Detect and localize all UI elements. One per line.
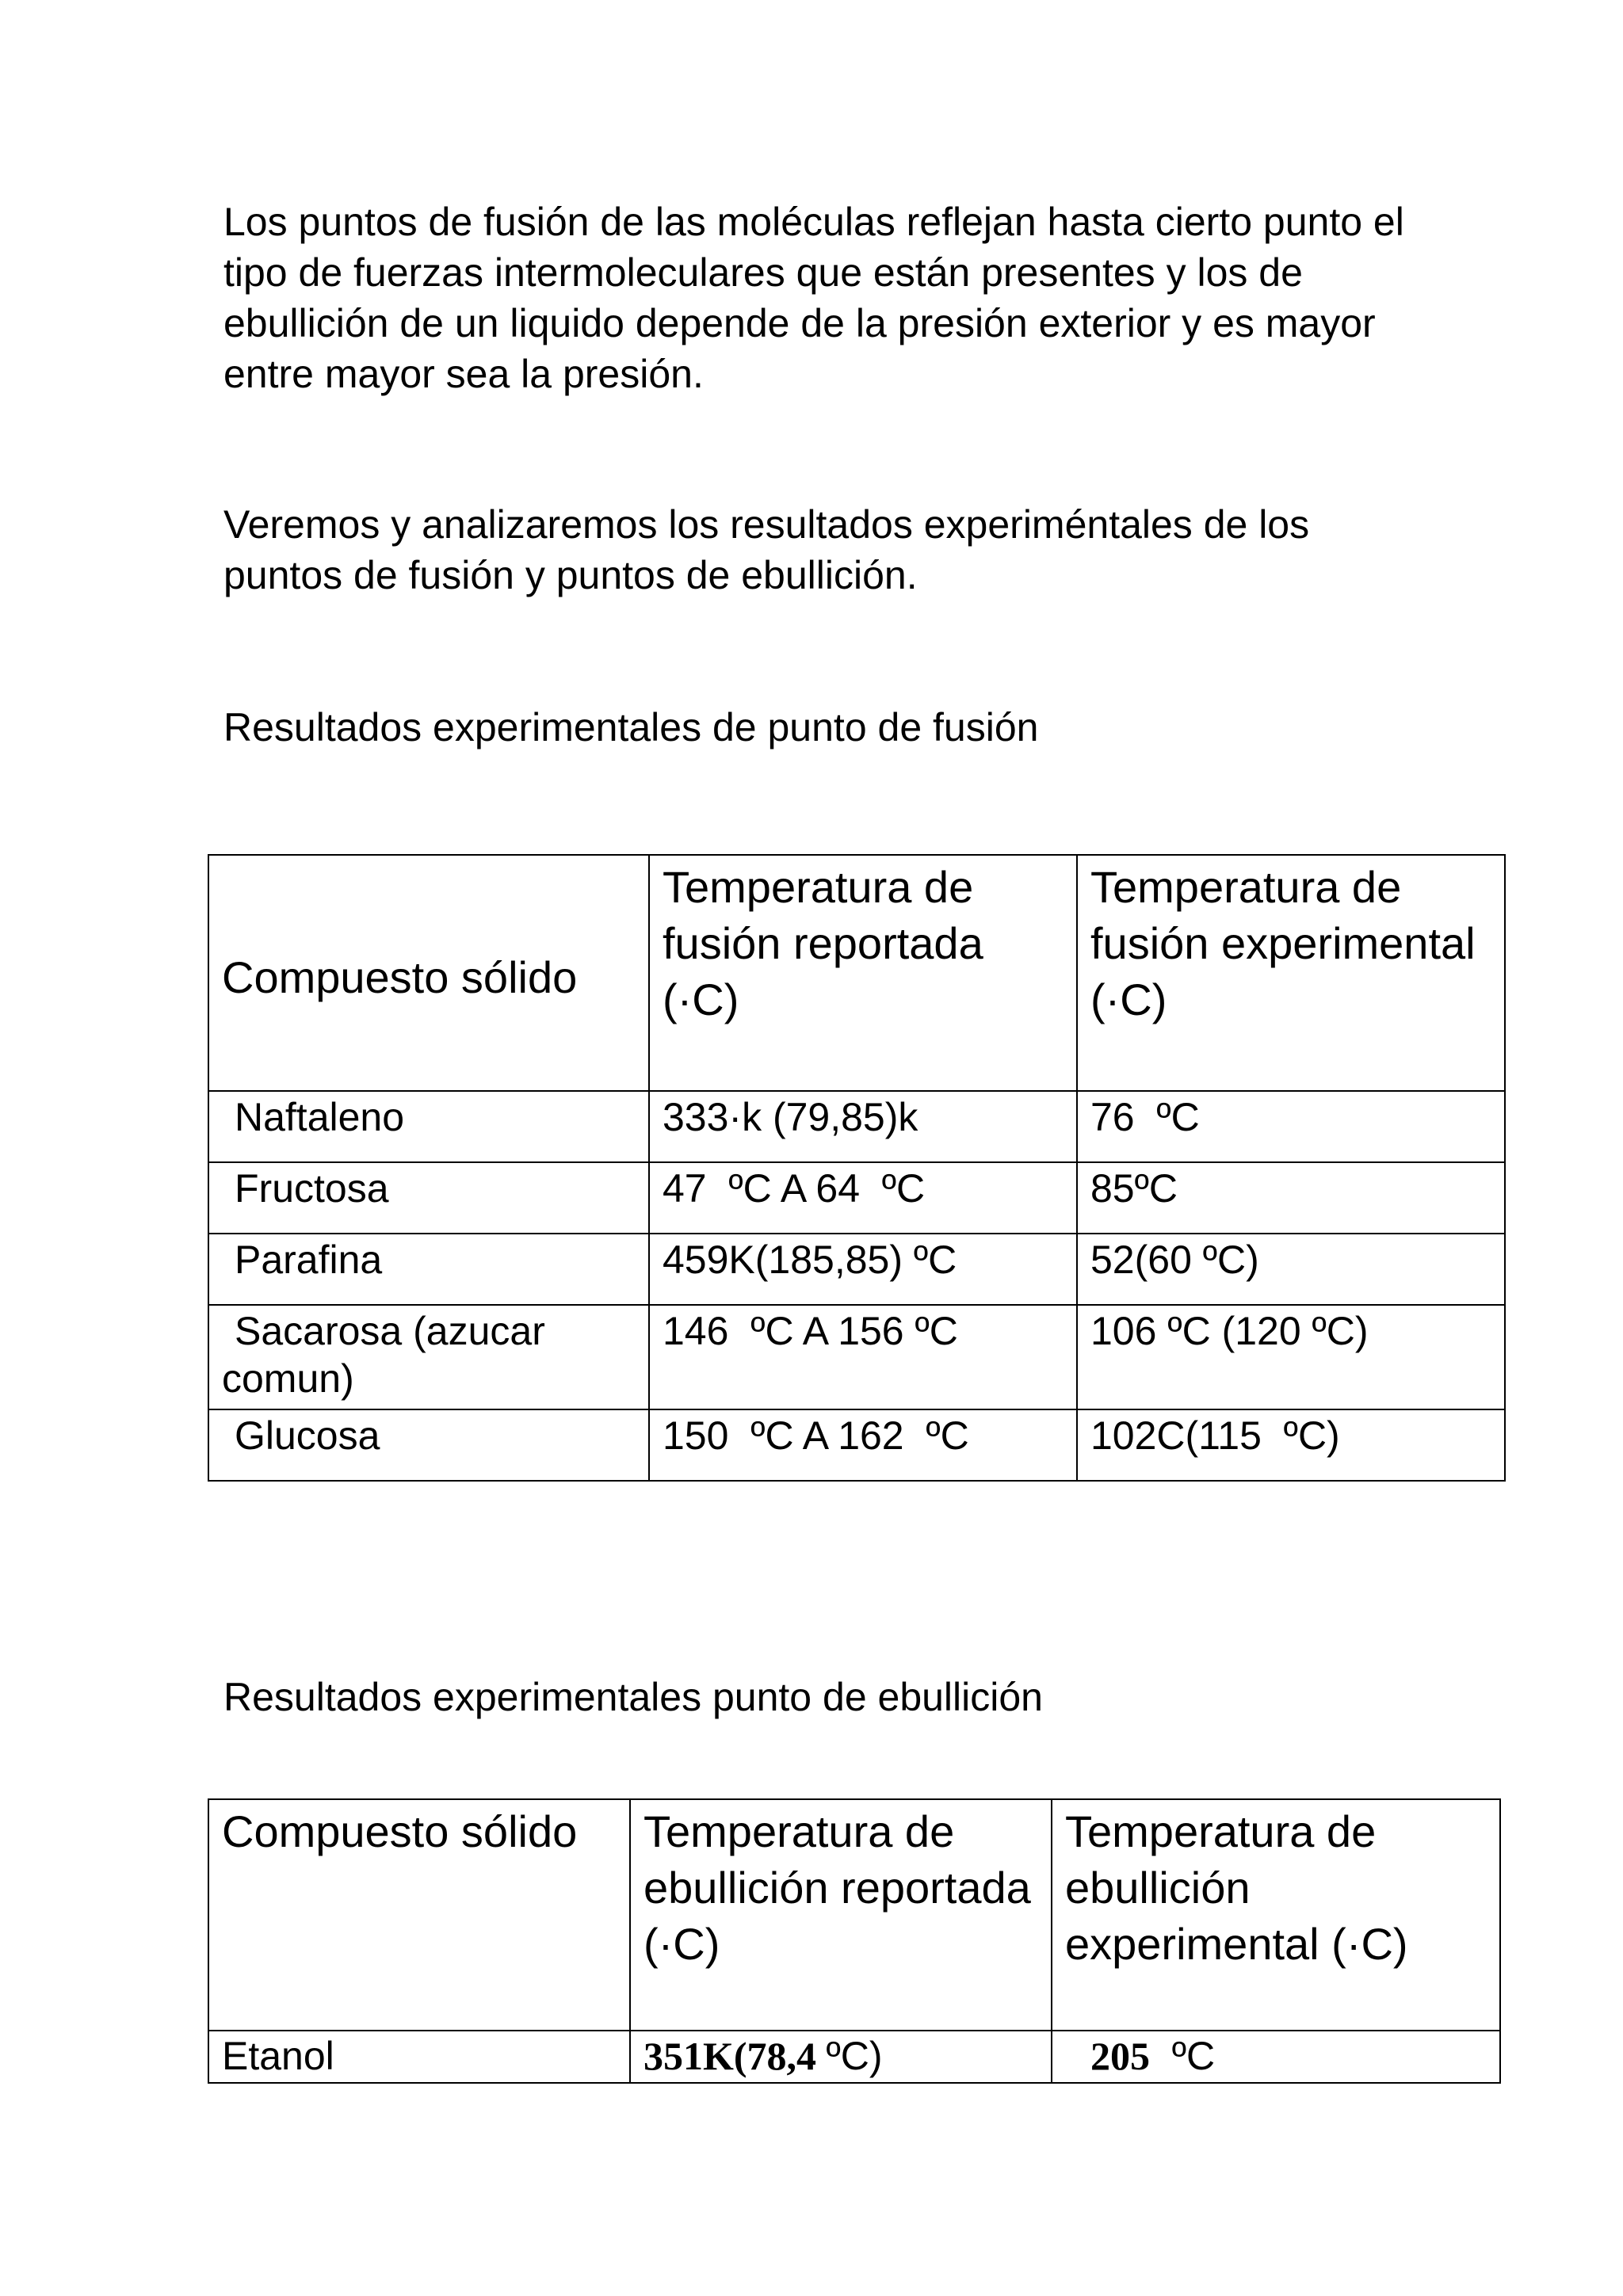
- compound-cell: [208, 1305, 649, 1409]
- header-cell-reported: Temperatura de fusión reportada (·C): [649, 855, 1077, 1091]
- table-row: [208, 1234, 1505, 1305]
- header-cell-experimental: Temperatura de ebullición experimental (·C): [1052, 1799, 1500, 2031]
- compound-cell: Naftaleno: [208, 1091, 649, 1162]
- table-header-row: [208, 1799, 1500, 2031]
- reported-cell: 150 ºC A 162 ºC: [649, 1409, 1077, 1481]
- boiling-table-heading: Resultados experimentales punto de ebullición: [223, 1675, 1043, 1719]
- table-row: [208, 1091, 1505, 1162]
- experimental-cell: 76 ºC: [1077, 1091, 1505, 1162]
- table-header-row: [208, 855, 1505, 1091]
- table-row: [208, 1409, 1505, 1481]
- reported-cell: 47 ºC A 64 ºC: [649, 1162, 1077, 1234]
- reported-cell: 146 ºC A 156 ºC: [649, 1305, 1077, 1409]
- reported-value-part: 333·: [663, 1095, 743, 1139]
- reported-cell: 459K(185,85) ºC: [649, 1234, 1077, 1305]
- experimental-cell: 106 ºC (120 ºC): [1077, 1305, 1505, 1409]
- compound-cell: Glucosa: [208, 1409, 649, 1481]
- experimental-value-part: ºC: [1150, 2034, 1216, 2078]
- table-row: [208, 1305, 1505, 1409]
- header-cell-compound: Compuesto sólido: [208, 1799, 630, 2031]
- fusion-table-heading: Resultados experimentales de punto de fusión: [223, 705, 1039, 749]
- compound-text: Sacarosa (azucar comun): [222, 1309, 545, 1401]
- reported-cell: [649, 1091, 1077, 1162]
- experimental-value-part: 205: [1090, 2034, 1150, 2078]
- compound-cell: Etanol: [208, 2031, 630, 2083]
- header-cell-experimental: Temperatura de fusión experimental (·C): [1077, 855, 1505, 1091]
- analysis-paragraph: Veremos y analizaremos los resultados experiméntales de los puntos de fusión y puntos de ebullición.: [223, 502, 1310, 597]
- intro-paragraph: Los puntos de fusión de las moléculas reflejan hasta cierto punto el tipo de fuerzas intermoleculares que están presentes y los de ebullición de un liquido depende de la presión exterior y es mayor entre mayor sea la presión.: [223, 200, 1404, 396]
- experimental-cell: 102C(115 ºC): [1077, 1409, 1505, 1481]
- experimental-cell: 85ºC: [1077, 1162, 1505, 1234]
- boiling-results-table: [208, 1798, 1501, 2084]
- header-cell-compound: Compuesto sólido: [208, 855, 649, 1091]
- reported-value-part: 351K(78,4: [643, 2034, 827, 2078]
- fusion-results-table: [208, 854, 1506, 1482]
- table-row: [208, 2031, 1500, 2083]
- header-cell-reported: Temperatura de ebullición reportada (·C): [630, 1799, 1052, 2031]
- experimental-cell: [1052, 2031, 1500, 2083]
- table-row: [208, 1162, 1505, 1234]
- compound-cell: Parafina: [208, 1234, 649, 1305]
- reported-cell: [630, 2031, 1052, 2083]
- experimental-cell: 52(60 ºC): [1077, 1234, 1505, 1305]
- compound-cell: Fructosa: [208, 1162, 649, 1234]
- reported-value-part: ºC): [826, 2034, 883, 2078]
- reported-value-part: k (79,85)k: [742, 1095, 918, 1139]
